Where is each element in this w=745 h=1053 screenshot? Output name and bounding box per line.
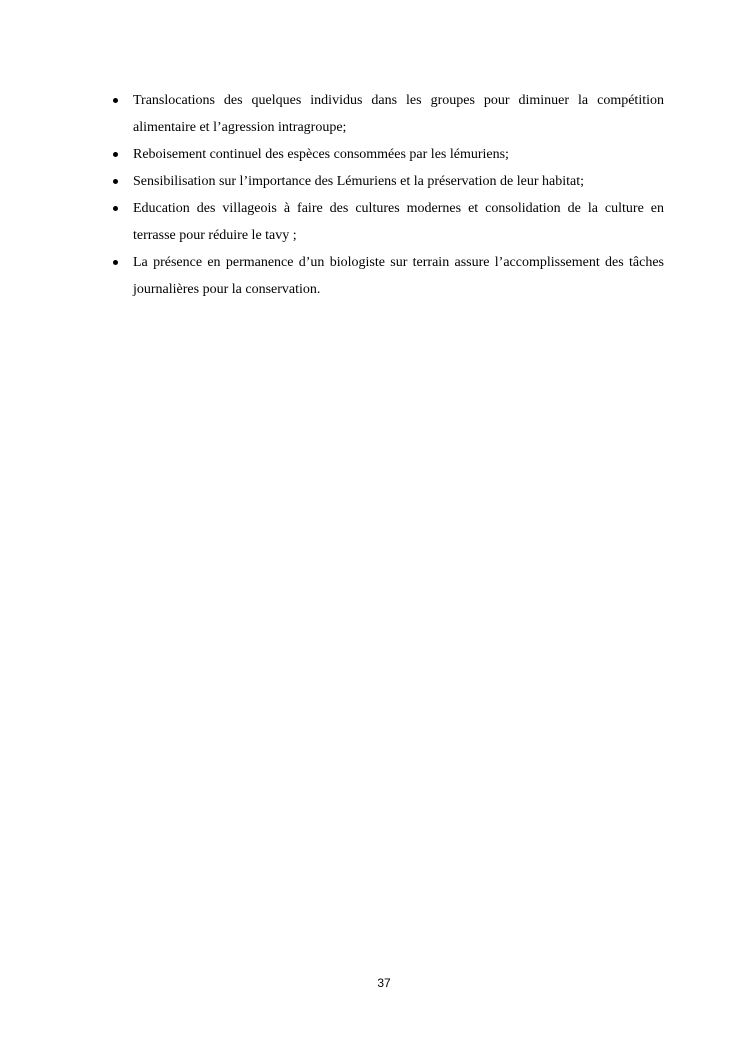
bullet-icon <box>113 260 118 265</box>
bullet-icon <box>113 98 118 103</box>
page-number: 37 <box>377 976 391 990</box>
bullet-icon <box>113 152 118 157</box>
list-item <box>133 195 664 249</box>
recommendations-list <box>133 87 664 303</box>
list-item-text: Sensibilisation sur l’importance des Lémuriens et la préservation de leur habitat; <box>133 174 584 189</box>
list-item <box>133 141 664 168</box>
list-item-text: Translocations des quelques individus dans les groupes pour diminuer la compétition alimentaire et l’agression intragroupe; <box>133 93 664 135</box>
list-item <box>133 249 664 303</box>
list-item <box>133 87 664 141</box>
bullet-icon <box>113 206 118 211</box>
list-item-text: Education des villageois à faire des cultures modernes et consolidation de la culture en terrasse pour réduire le tavy ; <box>133 201 664 243</box>
bullet-icon <box>113 179 118 184</box>
list-item <box>133 168 664 195</box>
list-item-text: La présence en permanence d’un biologiste sur terrain assure l’accomplissement des tâches journalières pour la conservation. <box>133 255 664 297</box>
list-item-text: Reboisement continuel des espèces consommées par les lémuriens; <box>133 147 509 162</box>
